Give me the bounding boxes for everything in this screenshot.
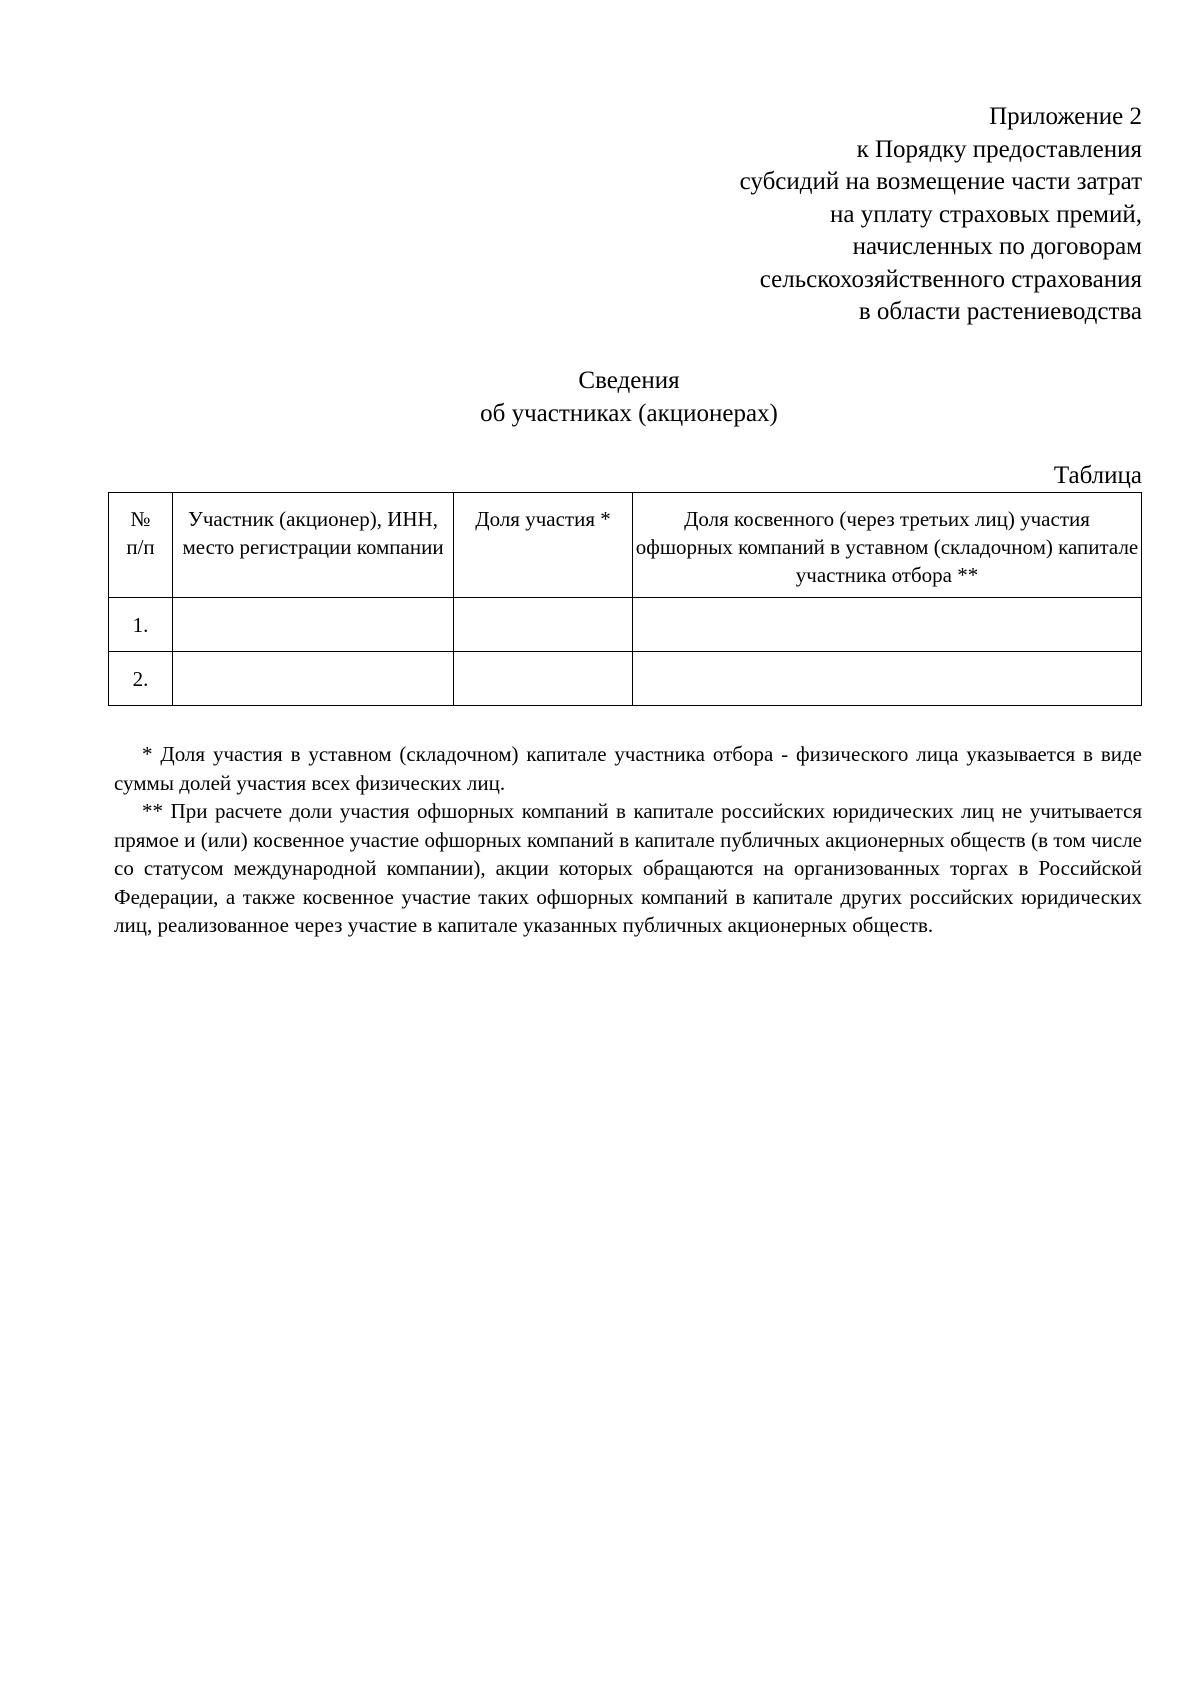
footnote-1: * Доля участия в уставном (складочном) капитале участника отбора - физического лица указывается в виде суммы долей участия всех физических лиц.: [114, 742, 1142, 795]
cell-share: [454, 652, 633, 706]
footnote-2: ** При расчете доли участия офшорных компаний в капитале российских юридических лиц не учитывается прямое и (или) косвенное участие офшорных компаний в капитале публичных акционерных обществ (в том числе со статусом международной компании), акции которых обращаются на организованных торгах в Российской Федерации, а также косвенное участие таких офшорных компаний в капитале других российских юридических лиц, реализованное через участие в капитале указанных публичных акционерных обществ.: [114, 799, 1142, 937]
header-participant: Участник (акционер), ИНН, место регистрации компании: [173, 493, 454, 598]
row-number: 1.: [109, 598, 173, 652]
header-number: [109, 493, 173, 598]
header-number-pp: п/п: [126, 535, 155, 559]
appendix-line: сельскохозяйственного страхования: [759, 265, 1142, 293]
footnotes: [114, 740, 1142, 940]
appendix-line: в области растениеводства: [858, 298, 1142, 325]
header-offshore-share: Доля косвенного (через третьих лиц) участия офшорных компаний в уставном (складочном) капитале участника отбора **: [633, 493, 1142, 598]
cell-participant: [173, 652, 454, 706]
cell-share: [454, 598, 633, 652]
participants-table: [108, 492, 1142, 706]
appendix-line: Приложение 2: [989, 103, 1142, 130]
appendix-line: на уплату страховых премий,: [830, 200, 1142, 228]
cell-offshore-share: [633, 598, 1142, 652]
appendix-line: к Порядку предоставления: [856, 135, 1142, 163]
table-header-row: [109, 493, 1142, 598]
appendix-header: [582, 101, 1142, 329]
appendix-line: начисленных по договорам: [852, 233, 1142, 260]
title-line-1: Сведения: [578, 367, 680, 394]
row-number: 2.: [109, 652, 173, 706]
appendix-line: субсидий на возмещение части затрат: [739, 168, 1142, 195]
table-row: [109, 652, 1142, 706]
table-caption: Таблица: [1053, 462, 1142, 489]
header-share: Доля участия *: [454, 493, 633, 598]
table-row: [109, 598, 1142, 652]
cell-offshore-share: [633, 652, 1142, 706]
header-number-sign: №: [130, 507, 151, 531]
document-title: [0, 365, 1200, 430]
title-line-2: об участниках (акционерах): [480, 399, 778, 427]
cell-participant: [173, 598, 454, 652]
